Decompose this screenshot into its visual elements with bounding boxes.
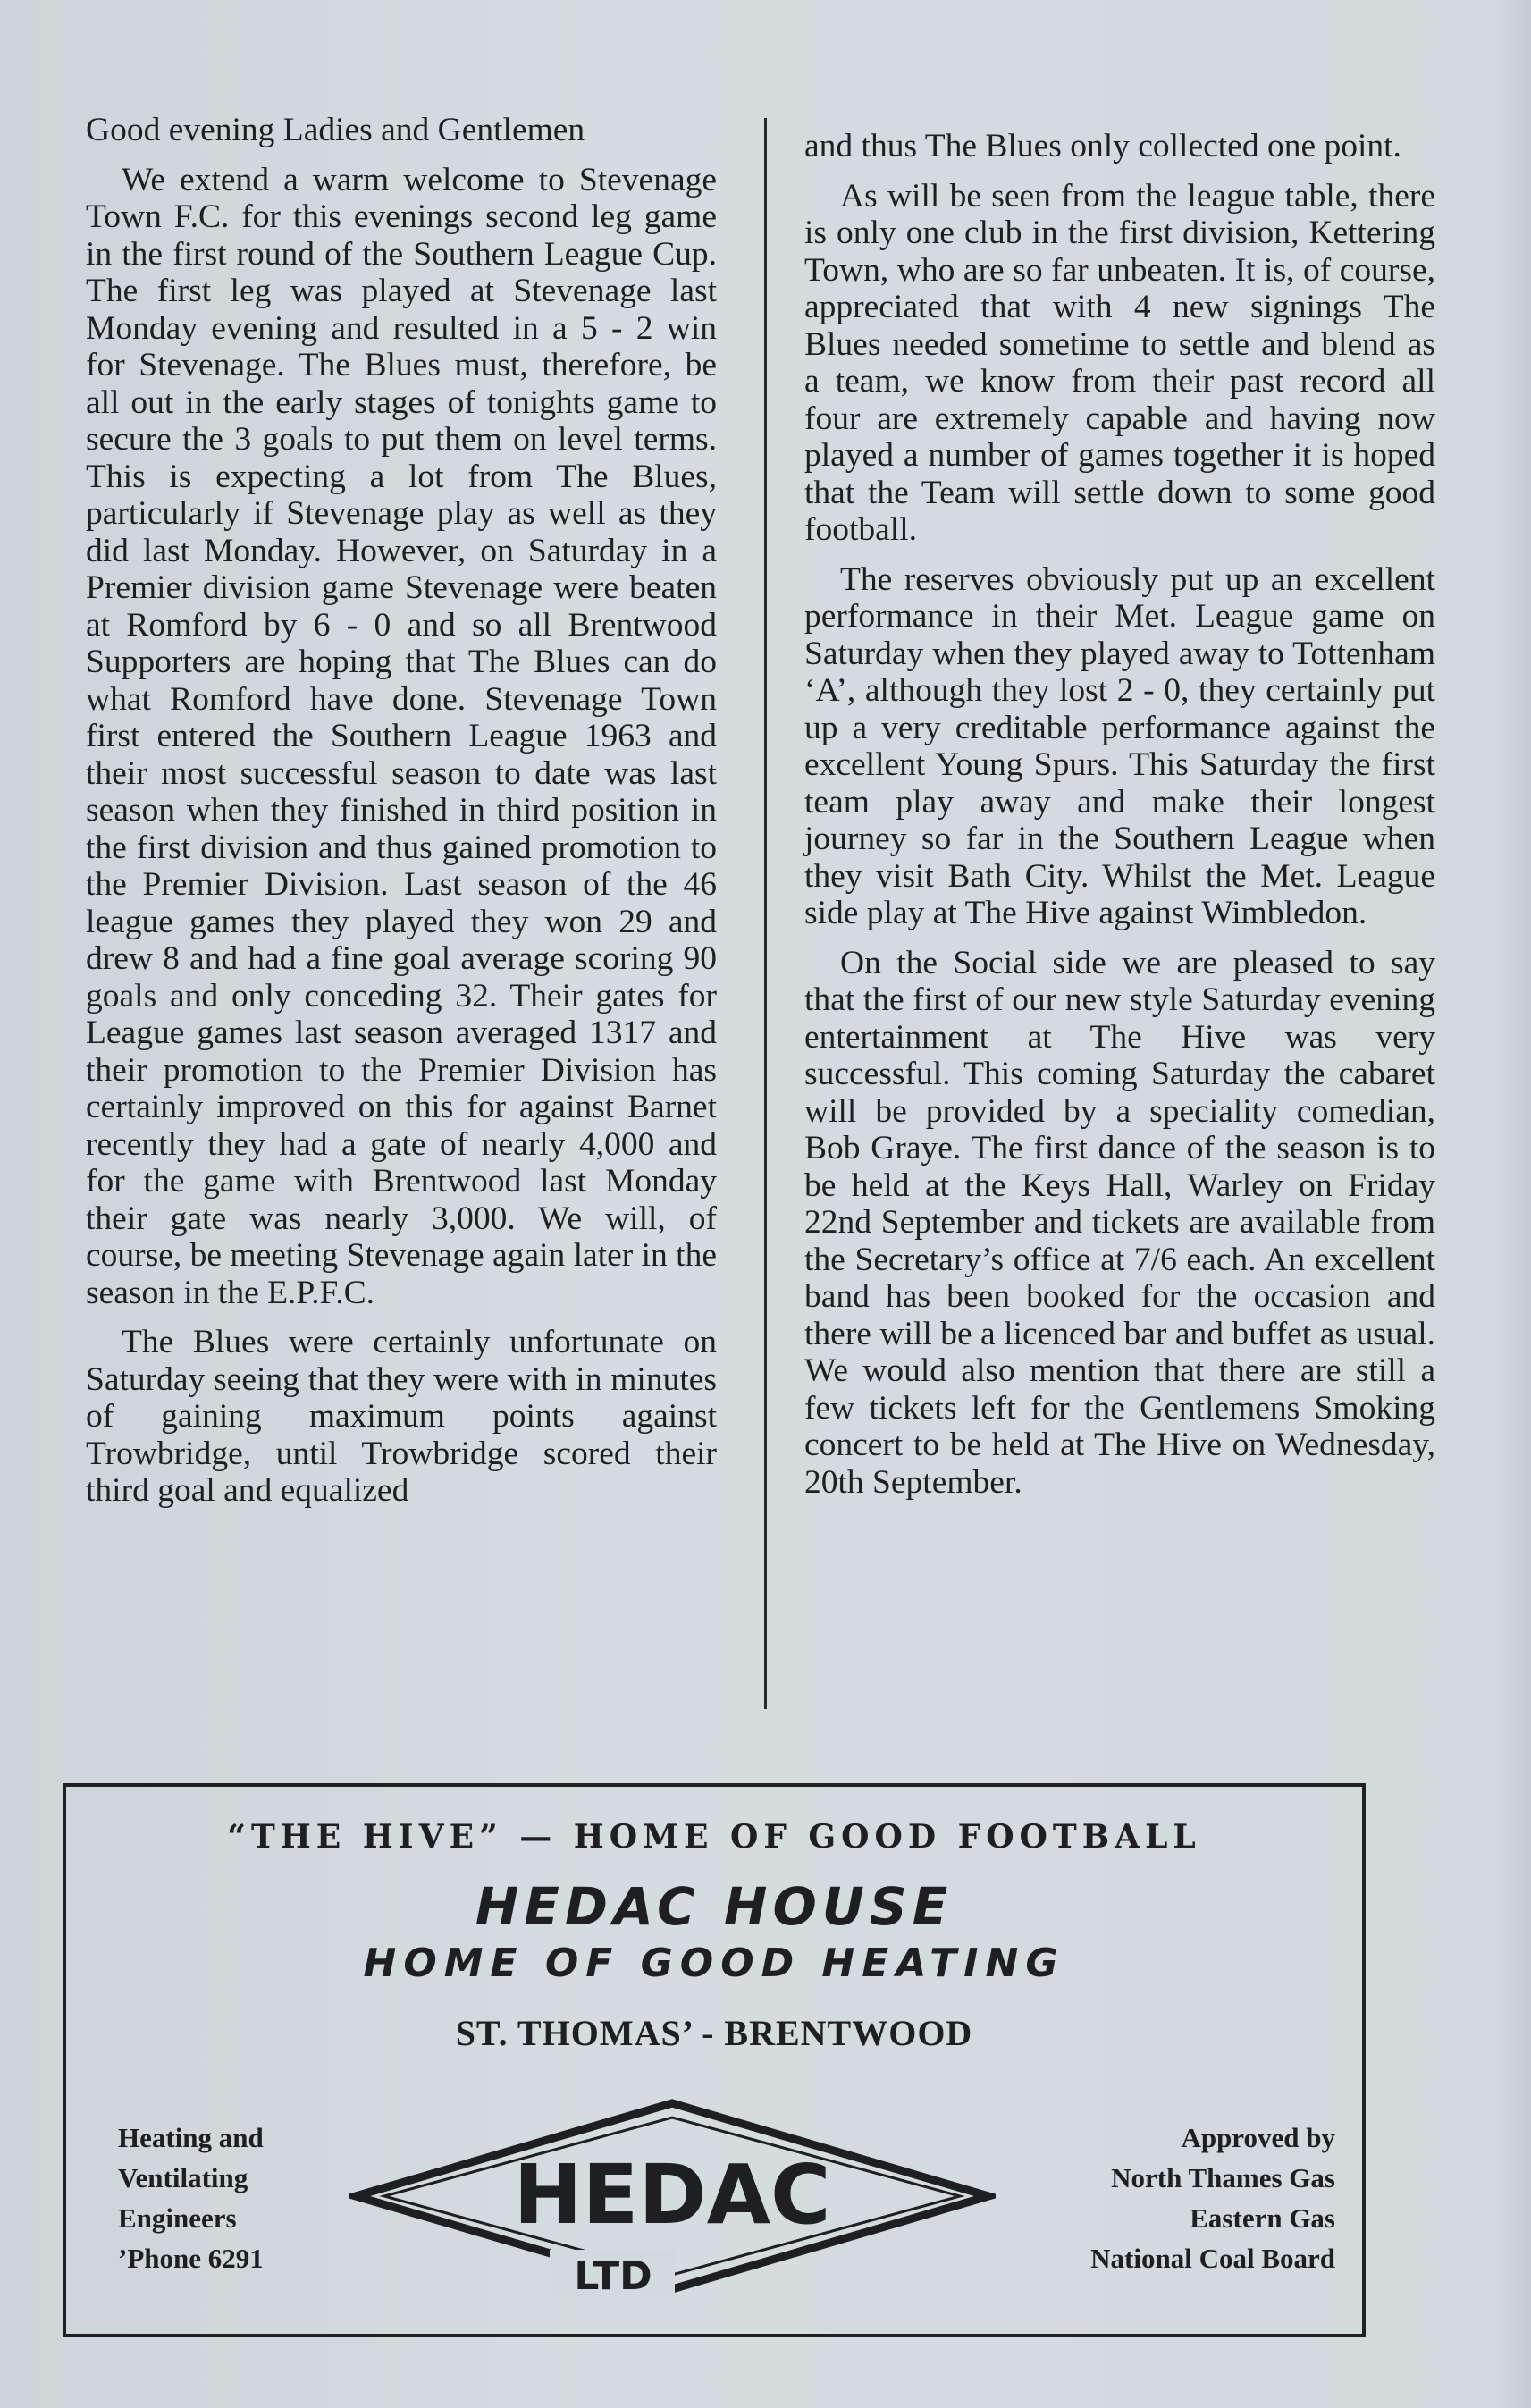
ad-approvals-line: North Thames Gas [1111,2162,1335,2193]
ad-title: HEDAC HOUSE [475,1876,954,1937]
paragraph-reserves: The reserves obviously put up an excellent performance in their Met. League game on Saturday when they played away to Tottenham ‘A’, although they lost 2 - 0, they certainly put up a very creditable performance against the excellent Young Spurs. This Saturday the first team play away and make their longest journey so far in the Southern League when they visit Bath City. Whilst the Met. League side play at The Hive against Wimbledon. [804,560,1435,931]
ad-phone: ’Phone 6291 [118,2243,264,2274]
logo-ltd-text: LTD [574,2253,652,2299]
paragraph-trowbridge: The Blues were certainly unfortunate on Saturday seeing that they were with in minutes of gaining maximum points against Trowbridge, until Trowbridge scored their third goal and equalized [86,1324,717,1509]
article-right-column [804,128,1435,1501]
paragraph-social: On the Social side we are pleased to say that the first of our new style Saturday evening entertainment at The Hive was very successful. This coming Saturday the cabaret will be provided by a speciality comedian, Bob Graye. The first dance of the season is to be held at the Keys Hall, Warley on Friday 22nd September and tickets are available from the Secretary’s office at 7/6 each. An excellent band has been booked for the occasion and there will be a licenced bar and buffet as usual. We would also mention that there are still a few tickets left for the Gentlemens Smoking concert to be held at The Hive on Wednesday, 20th September. [804,944,1435,1501]
ad-services-line: Engineers [118,2202,237,2234]
greeting: Good evening Ladies and Gentlemen [86,112,585,148]
hedac-advertisement [63,1783,1366,2337]
article-left-column [86,112,717,1510]
ad-services [118,2118,264,2278]
ad-approvals [1090,2118,1335,2278]
ad-location: ST. THOMAS’ - BRENTWOOD [455,2013,973,2053]
ad-heading: “THE HIVE” — HOME OF GOOD FOOTBALL [227,1818,1201,1856]
ad-subtitle: HOME OF GOOD HEATING [363,1941,1065,1986]
ad-services-line: Ventilating [118,2162,248,2193]
hedac-logo [349,2091,996,2302]
ad-services-line: Heating and [118,2122,264,2153]
logo-main-text: HEDAC [513,2147,831,2243]
ad-approvals-line: Eastern Gas [1190,2202,1335,2234]
page-edge-shadow [1495,0,1531,2408]
paragraph-stevenage-welcome: We extend a warm welcome to Stevenage Town F.C. for this evenings second leg game in the first round of the Southern League Cup. The first leg was played at Stevenage last Monday evening and resulted in a 5 - 2 win for Stevenage. The Blues must, therefore, be all out in the early stages of tonights game to secure the 3 goals to put them on level terms. This is expecting a lot from The Blues, particularly if Stevenage play as well as they did last Monday. However, on Saturday in a Premier division game Stevenage were beaten at Romford by 6 - 0 and so all Brentwood Supporters are hoping that The Blues can do what Romford have done. Stevenage Town first entered the Southern League 1963 and their most successful season to date was last season when they finished in third position in the first division and thus gained promotion to the Premier Division. Last season of the 46 league games they played they won 29 and drew 8 and had a fine goal average scoring 90 goals and only conceding 32. Their gates for League games last season averaged 1317 and their promotion to the Premier Division has certainly improved on this for against Barnet recently they had a gate of nearly 4,000 and for the game with Brentwood last Monday their gate was nearly 3,000. We will, of course, be meeting Stevenage again later in the season in the E.P.F.C. [86,161,717,1311]
paragraph-continuation: and thus The Blues only collected one point. [804,128,1401,164]
ad-approvals-line: Approved by [1181,2122,1335,2153]
paragraph-league-table: As will be seen from the league table, there is only one club in the first division, Kettering Town, who are so far unbeaten. It is, of course, appreciated that with 4 new signings The Blues needed sometime to settle and blend as a team, we know from their past record all four are extremely capable and having now played a number of games together it is hoped that the Team will settle down to some good football. [804,177,1435,548]
column-divider [764,118,767,1709]
ad-approvals-line: National Coal Board [1090,2243,1335,2274]
